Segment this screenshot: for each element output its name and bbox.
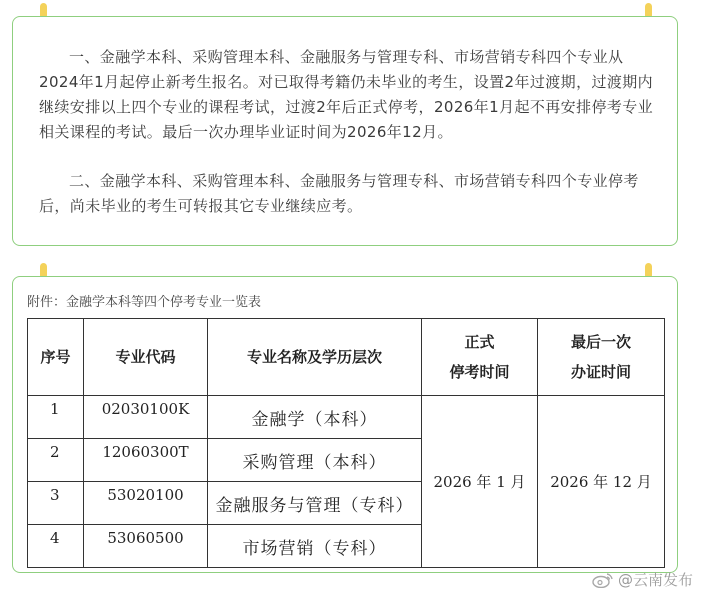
row-code: 53060500 — [84, 525, 208, 568]
cert-time-cell: 2026 年 12 月 — [538, 396, 665, 568]
discontinued-majors-table — [27, 318, 665, 568]
table-header-row — [28, 319, 665, 396]
notice-card — [12, 16, 678, 246]
row-seq: 4 — [28, 525, 84, 568]
row-code: 12060300T — [84, 439, 208, 482]
attachment-caption: 附件：金融学本科等四个停考专业一览表 — [27, 295, 262, 310]
row-name: 采购管理（本科） — [208, 439, 422, 482]
watermark-text: @云南发布 — [617, 571, 693, 589]
weibo-icon — [592, 572, 614, 588]
header-cert-time — [538, 319, 665, 396]
row-name: 市场营销（专科） — [208, 525, 422, 568]
row-seq: 2 — [28, 439, 84, 482]
watermark — [592, 569, 693, 590]
header-name: 专业名称及学历层次 — [208, 319, 422, 396]
row-seq: 1 — [28, 396, 84, 439]
table-row — [28, 396, 665, 439]
notice-paragraph-1: 一、金融学本科、采购管理本科、金融服务与管理专科、市场营销专科四个专业从2024年1月起停止新考生报名。对已取得考籍仍未毕业的考生，设置2年过渡期，过渡期内继续安排以上四个专业的课程考试，过渡2年后正式停考，2026年1月起不再安排停考专业相关课程的考试。最后一次办理毕业证时间为2026年12月。 — [39, 48, 654, 141]
header-stop-time-line2: 停考时间 — [449, 363, 510, 381]
header-seq: 序号 — [28, 319, 84, 396]
row-name: 金融服务与管理（专科） — [208, 482, 422, 525]
attachment-card — [12, 276, 678, 573]
row-seq: 3 — [28, 482, 84, 525]
header-stop-time — [422, 319, 538, 396]
row-code: 53020100 — [84, 482, 208, 525]
row-code: 02030100K — [84, 396, 208, 439]
header-code: 专业代码 — [84, 319, 208, 396]
header-stop-time-line1: 正式 — [464, 333, 495, 351]
header-cert-time-line1: 最后一次 — [570, 333, 631, 351]
notice-paragraph-2: 二、金融学本科、采购管理本科、金融服务与管理专科、市场营销专科四个专业停考后，尚未毕业的考生可转报其它专业继续应考。 — [39, 172, 639, 215]
stop-time-cell: 2026 年 1 月 — [422, 396, 538, 568]
header-cert-time-line2: 办证时间 — [570, 363, 631, 381]
row-name: 金融学（本科） — [208, 396, 422, 439]
